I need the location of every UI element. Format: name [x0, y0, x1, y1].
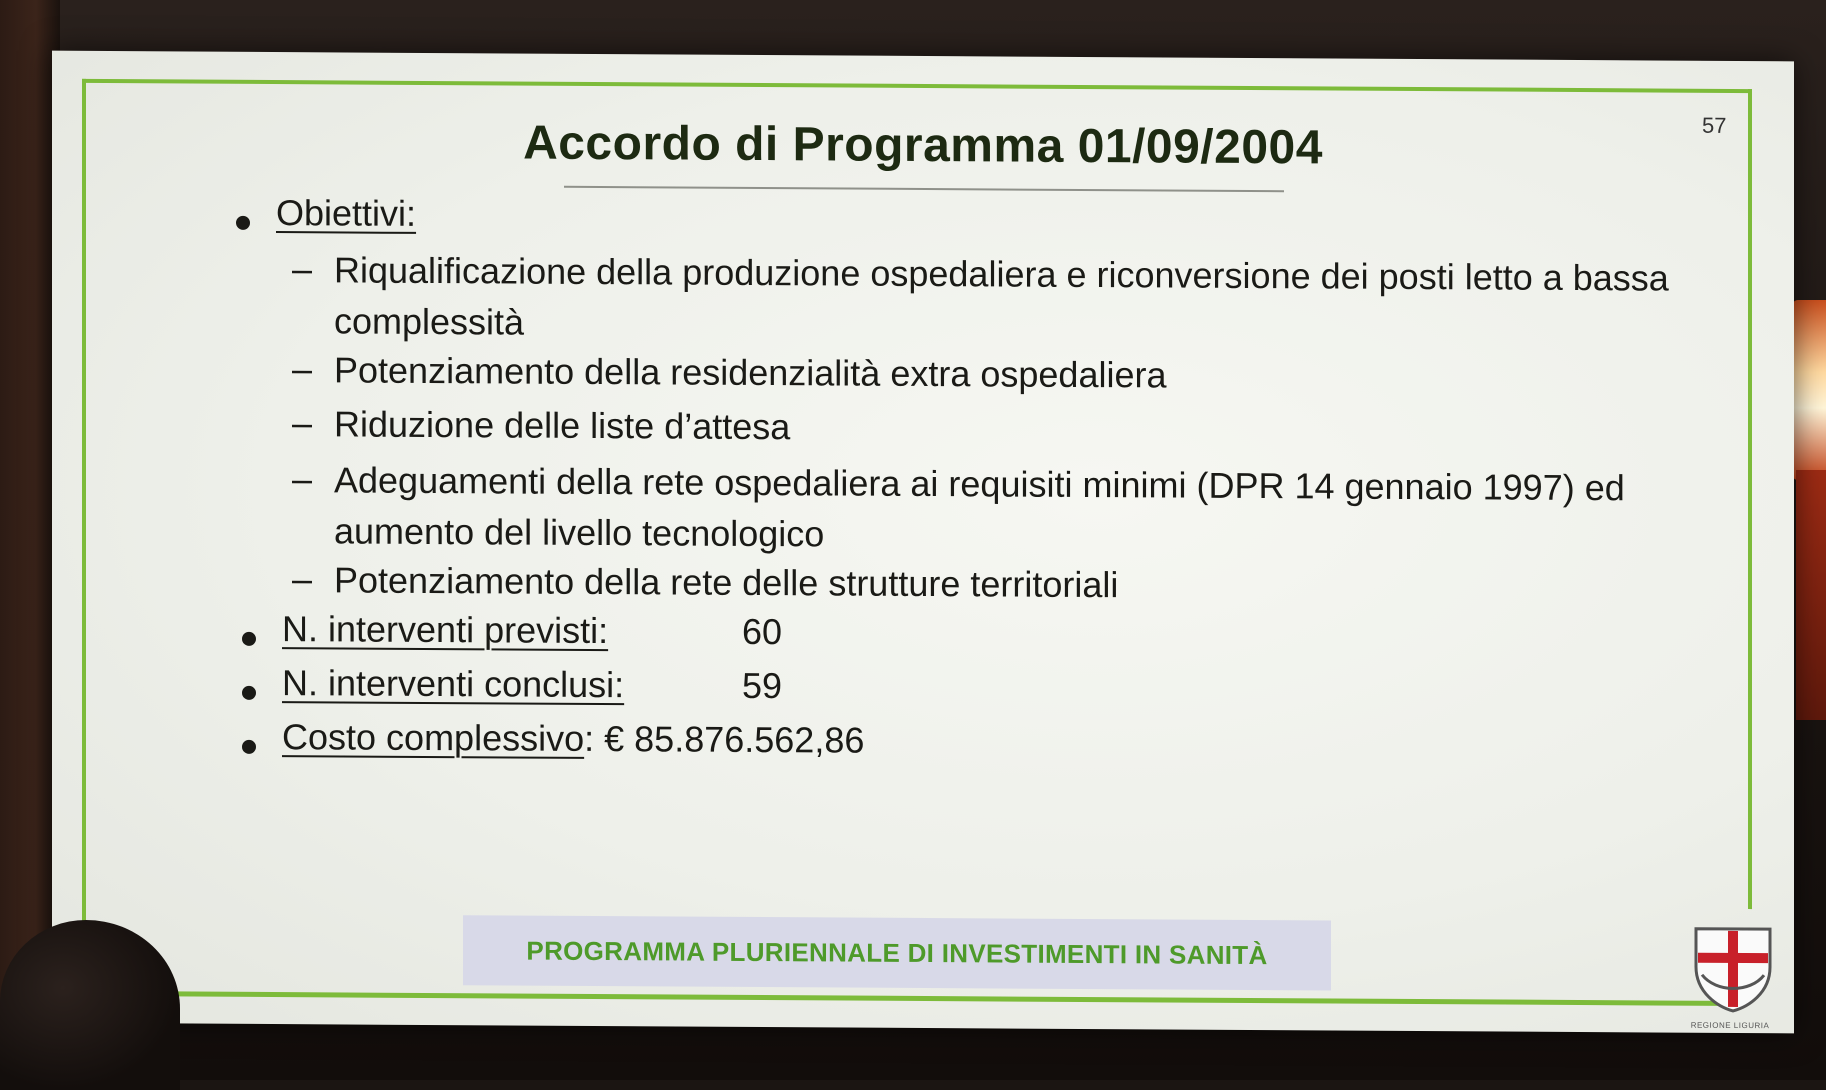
bullet-dot: [242, 686, 256, 700]
regione-liguria-logo-icon: [1688, 923, 1778, 1016]
slide-title: Accordo di Programma 01/09/2004: [523, 116, 1323, 175]
projection-screen: [52, 51, 1794, 1034]
completed-label: N. interventi conclusi:: [282, 662, 625, 706]
objectives-heading: Obiettivi:: [276, 192, 417, 234]
dash-marker: –: [292, 348, 313, 390]
objective-item: Riqualificazione della produzione ospedaliera e riconversione dei posti letto a bassa complessità: [334, 249, 1669, 343]
footer-banner: [463, 915, 1331, 990]
audience-head-silhouette: [0, 920, 180, 1090]
cost-label: Costo complessivo: [282, 716, 585, 759]
planned-value: 60: [742, 610, 783, 653]
dash-marker: –: [292, 248, 313, 290]
dash-marker: –: [292, 402, 313, 444]
objective-item: Riduzione delle liste d’attesa: [334, 403, 791, 448]
dash-marker: –: [292, 558, 313, 600]
footer-banner-text: PROGRAMMA PLURIENNALE DI INVESTIMENTI IN SANITÀ: [526, 935, 1268, 970]
logo-caption: REGIONE LIGURIA: [1690, 1020, 1770, 1031]
objective-item: Adeguamenti della rete ospedaliera ai requisiti minimi (DPR 14 gennaio 1997) ed aumento del livello tecnologico: [334, 459, 1625, 555]
cost-line: [282, 716, 864, 762]
dash-marker: –: [292, 458, 313, 500]
objective-item: Potenziamento della residenzialità extra ospedaliera: [334, 349, 1167, 396]
bullet-dot: [242, 740, 256, 754]
bullet-dot: [242, 632, 256, 646]
completed-value: 59: [742, 664, 783, 707]
objective-item: Potenziamento della rete delle strutture territoriali: [334, 559, 1119, 606]
slide-number: 57: [1702, 112, 1727, 138]
room-lamp: [1792, 300, 1826, 480]
bullet-dot: [236, 216, 250, 230]
planned-label: N. interventi previsti:: [282, 608, 609, 652]
slide-content: [52, 51, 1794, 1034]
red-wall-panel: [1796, 470, 1826, 720]
cost-value: : € 85.876.562,86: [584, 717, 865, 761]
left-wall: [0, 0, 60, 1080]
